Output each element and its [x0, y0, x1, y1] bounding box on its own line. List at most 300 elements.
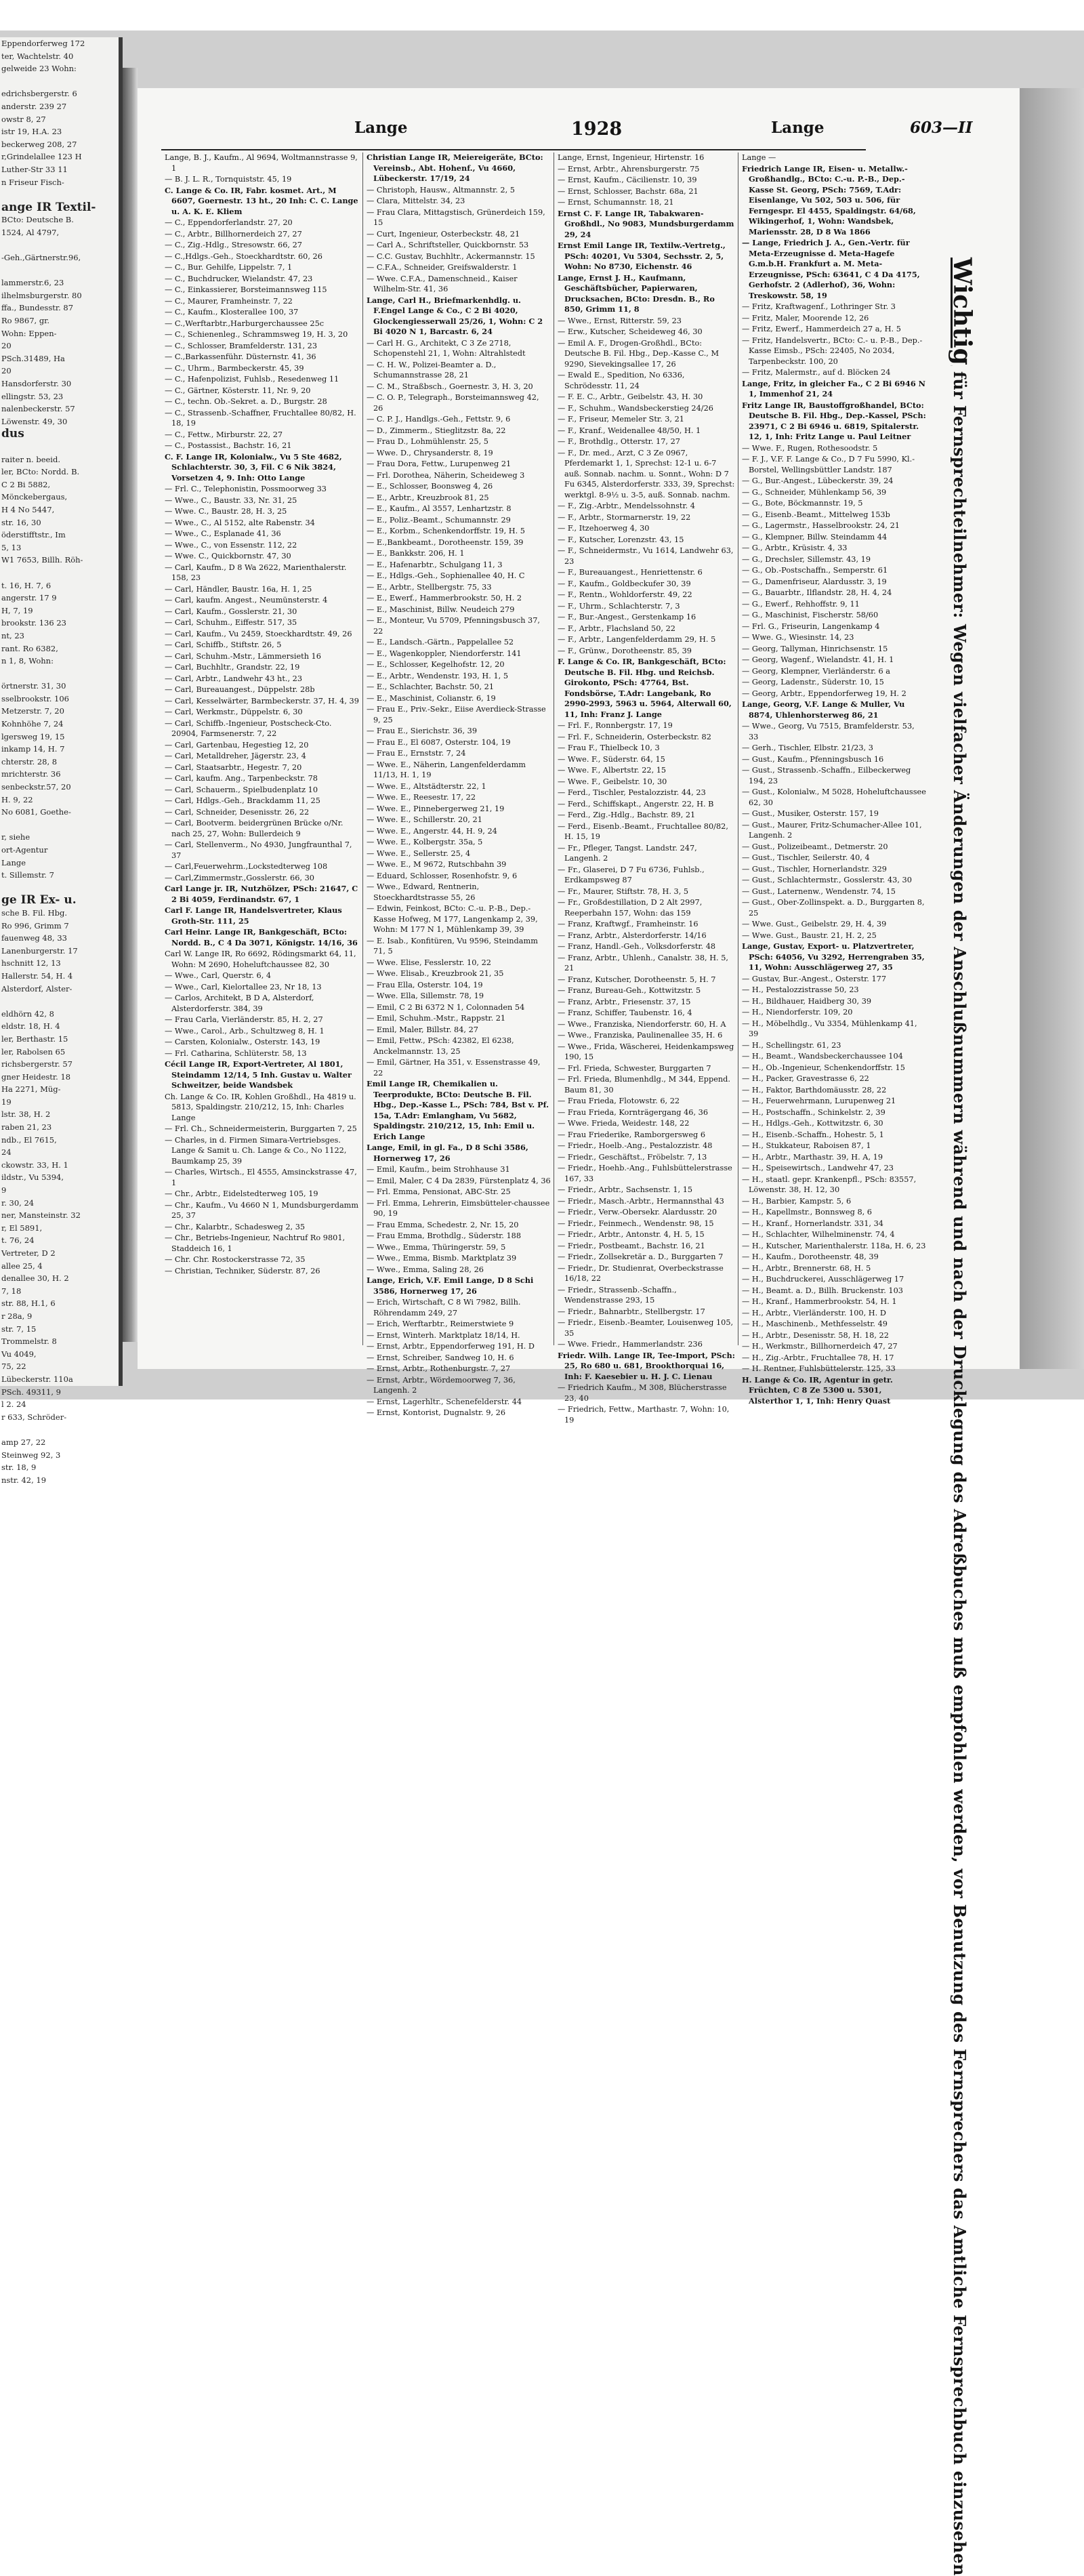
directory-entry: — H., staatl. gepr. Krankenpfl., PSch: 83557, Löwenstr. 38, H. 12, 30	[742, 1174, 917, 1194]
directory-entry: — Franz, Kutscher, Dorotheenstr. 5, H. 7	[558, 975, 716, 984]
left-page-line: dus	[1, 427, 24, 441]
left-page-line: rant. Ro 6382,	[1, 643, 58, 653]
directory-entry: — Christian, Techniker, Süderstr. 87, 26	[165, 1266, 320, 1275]
directory-entry: — F., Bureauangest., Henriettenstr. 6	[558, 568, 703, 577]
directory-entry: — Franz, Kraftwgf., Framheinstr. 16	[558, 920, 699, 928]
directory-entry: — Frl. Catharina, Schlüterstr. 58, 13	[165, 1048, 307, 1058]
left-page-line: hschnitt 12, 13	[1, 958, 61, 968]
left-page-line: r, El 5891,	[1, 1223, 43, 1233]
left-page-line	[0, 75, 119, 88]
left-page-fragment	[0, 37, 123, 1485]
directory-entry: — Wwe. G., Wiesinstr. 14, 23	[742, 633, 854, 642]
directory-entry-firm: Carl Lange jr. IR, Nutzhölzer, PSch: 21647, C 2 Bi 4059, Ferdinandstr. 67, 1	[165, 884, 358, 904]
directory-entry: — Erich, Wirtschaft, C 8 Wi 7982, Billh. Röhrendamm 249, 27	[367, 1298, 521, 1317]
directory-entry: — E., Korbm., Schenkendorffstr. 19, H. 5	[367, 527, 525, 535]
left-page-line: fauenweg 48, 33	[1, 933, 67, 943]
directory-entry: — C., Maurer, Framheinstr. 7, 22	[165, 296, 293, 306]
directory-entry: — Ernst, Arbtr., Wördemoorweg 7, 36, Langenh. 2	[367, 1375, 516, 1395]
directory-entry: — F., Kutscher, Lorenzstr. 43, 15	[558, 535, 684, 544]
directory-entry: — Wwe. F., Süderstr. 64, 15	[558, 754, 665, 764]
left-page-line: t. Sillemstr. 7	[1, 870, 54, 880]
directory-entry: — Carl, Bureauangest., Düppelstr. 28b	[165, 685, 315, 694]
left-page-line: 20	[1, 341, 12, 351]
directory-entry: — C. M., Straßbsch., Goernestr. 3, H. 3, 20	[367, 382, 533, 391]
directory-entry: — Friedr., Dr. Studienrat, Overbeckstrasse 16/18, 22	[558, 1263, 724, 1283]
left-page-line: 19	[1, 1097, 12, 1107]
directory-entry: — Christoph, Hausw., Altmannstr. 2, 5	[367, 185, 515, 195]
directory-entry-firm: Friedrich Lange IR, Eisen- u. Metallw.-Großhandlg., BCto: C.-u. P.-B., Dep.-Kasse St. Georg, PSch: 7569, T.Adr: Eisenlange, Vu 502, 503 u. 506, für Ferngespr. El 4455, Spaldingstr. 64/68, Wikingerhof, 1, Wohn: Wandsbek, Mariensstr. 28, D 8 Wa 1866	[742, 163, 916, 237]
directory-entry: — H., Niendorferstr. 109, 20	[742, 1008, 853, 1017]
directory-entry: — Emil, Gärtner, Ha 351, v. Essenstrasse 49, 22	[367, 1058, 541, 1078]
left-page-line: angerstr. 17 9	[1, 593, 57, 603]
directory-entry: — H., Werkmstr., Billhornerdeich 47, 27	[742, 1342, 898, 1351]
page-number: 603—II	[910, 119, 973, 137]
directory-entry: — F., Grünw., Dorotheenstr. 85, 39	[558, 646, 692, 655]
directory-entry: — Wwe., Carol., Arb., Schultzweg 8, H. 1	[165, 1026, 325, 1036]
directory-entry: — Carl, Schneider, Desenisstr. 26, 22	[165, 807, 310, 817]
left-page-line: 9	[1, 1185, 7, 1195]
left-page-line: H 4 No 5447,	[1, 504, 55, 514]
directory-entry: — Wwe., C., Esplanade 41, 36	[165, 529, 281, 538]
left-page-line: ckowstr. 33, H. 1	[1, 1160, 68, 1170]
left-page-line: ange IR Textil-	[1, 200, 96, 214]
directory-entry: — Georg, Tallyman, Hinrichsenstr. 15	[742, 644, 888, 653]
directory-entry: — Charles, Wirtsch., El 4555, Amsinckstrasse 47, 1	[165, 1168, 357, 1187]
directory-entry: — Frl. Frieda, Schwester, Burggarten 7	[558, 1063, 711, 1073]
left-page-line: Vertreter, D 2	[1, 1248, 56, 1258]
directory-entry-firm: Lange, Erich, V.F. Emil Lange, D 8 Schi 3586, Hornerweg 17, 26	[367, 1275, 534, 1296]
directory-entry: — Carl, Schiffb.-Ingenieur, Postscheck-Cto. 20904, Farmsenerstr. 7, 22	[165, 718, 332, 738]
directory-entry: — H., Möbelhdlg., Vu 3354, Mühlenkamp 41, 39	[742, 1019, 917, 1038]
directory-entry: — Carl A., Schriftsteller, Quickbornstr. 53	[367, 241, 529, 249]
directory-entry: — Curt, Ingenieur, Osterbeckstr. 48, 21	[367, 229, 520, 239]
directory-entry: — Ernst, Kaufm., Cäcilienstr. 10, 39	[558, 176, 697, 184]
left-page-line: richsbergerstr. 57	[1, 1059, 72, 1069]
directory-entry: — F., Brothdlg., Otterstr. 17, 27	[558, 437, 680, 446]
directory-entry: — G., Eisenb.-Beamt., Mittelweg 153b	[742, 510, 890, 519]
directory-entry: — Friedr., Strassenb.-Schaffn., Wendenstrasse 293, 15	[558, 1285, 677, 1305]
directory-entry: — Friedr., Masch.-Arbtr., Hermannsthal 43	[558, 1196, 724, 1206]
directory-entry: — G., Maschinist, Fischerstr. 58/60	[742, 611, 879, 619]
directory-entry: — Frau E., Priv.-Sekr., Eiise Averdieck-Strasse 9, 25	[367, 705, 546, 724]
directory-entry: — Carl, Kaufm., Vu 2459, Stoeckhardtstr. 49, 26	[165, 629, 352, 638]
directory-entry: — Frl. Dorothea, Näherin, Scheideweg 3	[367, 470, 525, 480]
directory-entry: — Charles, in d. Firmen Simara-Vertriebsges. Lange & Samit u. Ch. Lange & Co., No 1122, Baumkamp 25, 39	[165, 1135, 347, 1166]
directory-entry: — Fr., Großdestillation, D 2 Alt 2997, Reeperbahn 157, Wohn: das 159	[558, 898, 703, 918]
directory-entry: — H., Beamt. a. D., Billh. Bruckenstr. 103	[742, 1286, 903, 1295]
directory-entry: — C., Bur. Gehilfe, Lippelstr. 7, 1	[165, 263, 293, 272]
directory-entry: — Friedr., Arbtr., Antonstr. 4, H. 5, 15	[558, 1230, 705, 1239]
left-page-line: beckerweg 208, 27	[1, 139, 77, 149]
directory-entry: — Gerh., Tischler, Elbstr. 21/23, 3	[742, 743, 873, 752]
directory-entry: — Wwe., Franziska, Paulinenallee 35, H. 6	[558, 1031, 723, 1040]
left-page-line: nalenbeckerstr. 57	[1, 404, 75, 414]
directory-entry: — H. Rentner, Fuhlsbüttelerstr. 125, 33	[742, 1364, 896, 1373]
left-page-line: r, siehe	[1, 832, 30, 842]
directory-entry-firm: Friedr. Wilh. Lange IR, Tee-Import, PSch: 25, Ro 680 u. 681, Brookthorquai 16, Inh: F. Kaesebier u. H. J. C. Lienau	[558, 1350, 735, 1381]
directory-entry: — F., Zig.-Arbtr., Mendelssohnstr. 4	[558, 502, 695, 510]
left-page-line: ge IR Ex- u.	[1, 893, 77, 907]
directory-entry: — Frau E., Sierichstr. 36, 39	[367, 727, 478, 735]
directory-entry: — F., Friseur, Memeler Str. 3, 21	[558, 415, 684, 424]
directory-entry: — Chr., Kalarbtr., Schadesweg 2, 35	[165, 1222, 306, 1231]
left-page-line: str. 7, 15	[1, 1324, 37, 1334]
left-page-line: sche B. Fil. Hbg.	[1, 907, 68, 918]
directory-entry: — Friedrich Kaufm., M 308, Blücherstrasse 23, 40	[558, 1383, 727, 1403]
directory-entry: — Carl, Buchhltr., Grandstr. 22, 19	[165, 663, 300, 672]
directory-entry: — E., Kaufm., Al 3557, Lenhartzstr. 8	[367, 504, 512, 513]
directory-entry: — Carl, Metalldreher, Jägerstr. 23, 4	[165, 752, 306, 760]
directory-entry: — C., Strassenb.-Schaffner, Fruchtallee 80/82, H. 18, 19	[165, 408, 356, 428]
directory-entry: — C. H. W., Polizei-Beamter a. D., Schumannstrasse 28, 21	[367, 360, 497, 380]
directory-page	[138, 88, 1020, 2576]
directory-entry: — G., Drechsler, Sillemstr. 43, 19	[742, 554, 871, 564]
directory-entry: — G., Damenfriseur, Alardusstr. 3, 19	[742, 577, 887, 586]
directory-entry: — Wwe., C., Baustr. 33, Nr. 31, 25	[165, 495, 297, 505]
directory-entry: — Carl H. G., Architekt, C 3 Ze 2718, Schopenstehl 21, 1, Wohn: Altrahlstedt	[367, 338, 526, 358]
directory-entry: — H., Arbtr., Desenisstr. 58, H. 18, 22	[742, 1330, 889, 1340]
directory-entry: — Friedr., Zollsekretär a. D., Burggarten 7	[558, 1252, 724, 1261]
left-page-line: C 2 Bi 5882,	[1, 479, 51, 489]
left-page-line: n Friseur Fisch-	[1, 177, 64, 187]
column-3	[558, 152, 735, 1425]
directory-entry: — E., Hafenarbtr., Schulgang 11, 3	[367, 560, 503, 569]
directory-entry: — Fritz, Kraftwagenf., Lothringer Str. 3	[742, 302, 896, 311]
directory-entry: — Friedr., Geschäftst., Fröbelstr. 7, 13	[558, 1152, 707, 1162]
directory-entry: — G., Arbtr., Krüsistr. 4, 33	[742, 544, 848, 552]
directory-entry: — C.C. Gustav, Buchhltr., Ackermannstr. 15	[367, 251, 535, 261]
column-2	[367, 152, 551, 1417]
directory-entry: — F., Uhrm., Schlachterstr. 7, 3	[558, 601, 680, 611]
directory-entry: — E., Schlachter, Bachstr. 50, 21	[367, 682, 495, 691]
directory-entry: — Wwe., Emma, Saling 28, 26	[367, 1265, 484, 1274]
left-page-line: raiter n. beeid.	[1, 454, 60, 464]
directory-entry: — Friedr., Verw.-Obersekr. Alardusstr. 20	[558, 1208, 717, 1217]
left-page-line: nstr. 42, 19	[1, 1475, 47, 1485]
directory-entry-firm: Ernst C. F. Lange IR, Tabakwaren-Großhdl., No 9083, Mundsburgerdamm 29, 24	[558, 208, 734, 239]
directory-entry: — Wwe., Emma, Bismb. Marktplatz 39	[367, 1254, 517, 1263]
directory-entry: — C., Schienenleg., Schrammsweg 19, H. 3, 20	[165, 330, 348, 339]
directory-entry-firm: Emil Lange IR, Chemikalien u. Teerprodukte, BCto: Deutsche B. Fil. Hbg., Dep.-Kasse L., PSch: 784, Bst v. Pf. 15a, T.Adr: Emlangham, Vu 5682, Spaldingstr. 210/212, 15, Inh: Emil u. Erich Lange	[367, 1079, 549, 1141]
left-page-line: raben 21, 23	[1, 1122, 52, 1132]
directory-entry: — Chr. Chr. Rostockerstrasse 72, 35	[165, 1255, 306, 1264]
directory-entry: — Emil, Maler, C 4 Da 2839, Fürstenplatz 4, 36	[367, 1176, 551, 1185]
directory-entry: — H., Pestalozzistrasse 50, 23	[742, 985, 859, 994]
directory-entry: — H., Ob.-Ingenieur, Schenkendorffstr. 15	[742, 1063, 905, 1072]
left-page-line: r 28a, 9	[1, 1311, 33, 1321]
left-page-line: ler, Rabolsen 65	[1, 1046, 66, 1057]
directory-entry: — F., Arbtr., Flachsland 50, 22	[558, 623, 675, 633]
left-page-line: -Geh.,Gärtnerstr.96,	[1, 253, 81, 263]
directory-entry: — Frl. Emma, Lehrerin, Eimsbütteler-chaussee 90, 19	[367, 1198, 550, 1218]
left-page-line: lammerstr.6, 23	[1, 278, 64, 288]
left-page-line: gner Heidestr. 18	[1, 1071, 71, 1082]
directory-entry: — Frau Frieda, Kornträgergang 46, 36	[558, 1107, 709, 1117]
directory-entry: — Ernst, Winterh. Marktplatz 18/14, H.	[367, 1330, 520, 1340]
directory-entry: — Frau Dora, Fettw., Lurupenweg 21	[367, 459, 512, 468]
left-page-line	[0, 668, 119, 680]
directory-entry: — Wwe. C.F.A., Damenschneid., Kaiser Wilhelm-Str. 41, 36	[367, 274, 518, 293]
directory-entry: — C., Buchdrucker, Wielandstr. 47, 23	[165, 274, 313, 283]
directory-entry-firm: Ernst Emil Lange IR, Textilw.-Vertretg., PSch: 40201, Vu 5304, Sechsstr. 2, 5, Wohn: No 8730, Eichenstr. 46	[558, 241, 726, 271]
directory-entry: — E., Landsch.-Gärtn., Pappelallee 52	[367, 638, 514, 647]
directory-entry-firm: — Lange, Friedrich J. A., Gen.-Vertr. für Meta-Erzeugnisse d. Meta-Hagefe G.m.b.H. Frankfurt a. M. Meta-Erzeugnisse, PSch: 63641, C 4 Da 4175, Gerhofstr. 2 (Adlerhof), 36, Wohn: Treskowstr. 58, 19	[742, 238, 920, 300]
left-page-line	[0, 995, 119, 1008]
header-year: 1928	[571, 119, 623, 140]
left-page-line: ler, BCto: Nordd. B.	[1, 467, 80, 477]
directory-entry: — Wwe. E., Kolbergstr. 35a, 5	[367, 838, 483, 846]
directory-entry: — E., Schlosser, Kegelhofstr. 12, 20	[367, 660, 505, 669]
directory-entry: — Ernst, Arbtr., Rothenburgstr. 7, 27	[367, 1364, 511, 1373]
left-page-line: BCto: Deutsche B.	[1, 215, 74, 225]
header-right-keyword: Lange	[771, 119, 825, 137]
directory-entry: — C., Postassist., Bachstr. 16, 21	[165, 441, 292, 450]
directory-entry: — Wwe. F., Geibelstr. 10, 30	[558, 777, 667, 786]
left-page-line: t. 76, 24	[1, 1235, 35, 1246]
directory-entry: — Erw., Kutscher, Scheideweg 46, 30	[558, 327, 703, 336]
directory-entry: — Franz, Arbtr., Alsterdorferstr. 14/16	[558, 931, 707, 940]
left-page-line: ffa., Bundesstr. 87	[1, 303, 74, 313]
directory-entry: — Friedr., Bahnarbtr., Stellbergstr. 17	[558, 1307, 705, 1316]
directory-entry: — F., Schneidermstr., Vu 1614, Landwehr 63, 23	[558, 546, 734, 566]
directory-entry: — Frl. F., Schneiderin, Osterbeckstr. 82	[558, 732, 711, 741]
directory-entry: — E., Arbtr., Stellbergstr. 75, 33	[367, 582, 492, 592]
directory-entry: — F. E. C., Arbtr., Geibelstr. 43, H. 30	[558, 392, 703, 401]
left-page-line	[0, 264, 119, 277]
directory-entry: — H., Packer, Gravestrasse 6, 22	[742, 1074, 869, 1083]
directory-entry: — Frau F., Thielbeck 10, 3	[558, 743, 660, 752]
directory-entry-firm: Lange, Georg, V.F. Lange & Muller, Vu 8874, Uhlenhorsterweg 86, 21	[742, 699, 905, 720]
directory-entry: — E., Arbtr., Kreuzbrook 81, 25	[367, 493, 489, 502]
directory-entry: — Carl, Schauerm., Spielbudenplatz 10	[165, 785, 318, 794]
directory-entry: — Ewald E., Spedition, No 6336, Schrödesstr. 11, 24	[558, 371, 685, 390]
left-page-line: ildstr., Vu 5394,	[1, 1172, 64, 1183]
column-divider	[362, 152, 363, 1345]
directory-entry-firm: H. Lange & Co. IR, Agentur in getr. Früchten, C 8 Ze 5300 u. 5301, Alsterthor 1, 1, Inh: Henry Quast	[742, 1374, 893, 1406]
directory-entry-firm: Lange, Ernst J. H., Kaufmann, Geschäftsbücher, Papierwaren, Drucksachen, BCto: Dresdn. B., Ro 850, Grimm 11, 8	[558, 272, 715, 314]
directory-entry-firm: F. Lange & Co. IR, Bankgeschäft, BCto: Deutsche B. Fil. Hbg. und Reichsb. Girokonto, PSch: 47764, Bst. Fondsbörse, T.Adr: Langebank, Ro 2990-2993, 5963 u. 5964, Alterwall 60, 11, Inh: Franz J. Lange	[558, 657, 732, 719]
directory-entry: — Gustav, Bur.-Angest., Osterstr. 177	[742, 974, 887, 983]
directory-entry: — E., Maschinist, Billw. Neudeich 279	[367, 605, 515, 614]
directory-entry: — B. J. L. R., Tornquiststr. 45, 19	[165, 175, 292, 184]
directory-entry: — Gust., Maurer, Fritz-Schumacher-Allee 101, Langenh. 2	[742, 820, 922, 840]
directory-entry: — E., Ewerf., Hammerbrookstr. 50, H. 2	[367, 594, 522, 602]
directory-entry: — C., Eppendorferlandstr. 27, 20	[165, 218, 293, 227]
directory-entry: — F., Rentn., Wohldorferstr. 49, 22	[558, 590, 692, 599]
directory-entry: — Wwe. Elise, Fesslerstr. 10, 22	[367, 958, 491, 967]
directory-entry: — E. Isab., Konfitüren, Vu 9596, Steindamm 71, 5	[367, 936, 538, 956]
directory-entry: — Friedr., Feinmech., Wendenstr. 98, 15	[558, 1219, 714, 1228]
directory-entry: — Wwe., Edward, Rentnerin, Stoeckhardtstrasse 55, 26	[367, 882, 480, 902]
directory-entry: — Frl. F., Ronnbergstr. 17, 19	[558, 721, 673, 730]
directory-entry: — G., Klempner, Billw. Steindamm 44	[742, 532, 888, 541]
directory-entry-firm: Cécil Lange IR, Export-Vertreter, Al 1801, Steindamm 12/14, 5 Inh. Gustav u. Walter Schweitzer, beide Wandsbek	[165, 1059, 352, 1090]
directory-entry: — C., Zig.-Hdlg., Stresowstr. 66, 27	[165, 241, 302, 249]
directory-entry: — Carsten, Kolonialw., Osterstr. 143, 19	[165, 1038, 320, 1046]
directory-entry: — C., Einkassierer, Borsteimannsweg 115	[165, 285, 327, 294]
directory-entry: — Frl. C., Telephonistin, Possmoorweg 33	[165, 485, 327, 493]
left-page-line: ter, Wachtelstr. 40	[1, 51, 74, 61]
directory-entry: — Gust., Ober-Zollinspekt. a. D., Burggarten 8, 25	[742, 898, 925, 918]
directory-entry: Carl W. Lange IR, Ro 6692, Rödingsmarkt 64, 11, Wohn: M 2690, Hoheluftchaussee 82, 30	[165, 949, 356, 969]
directory-entry: — Emil, Maler, Billstr. 84, 27	[367, 1025, 478, 1034]
directory-entry: — C. O. P., Telegraph., Borsteimannsweg 42, 26	[367, 393, 539, 413]
directory-entry: — H., Postschaffn., Schinkelstr. 2, 39	[742, 1107, 885, 1117]
directory-entry: — F., Dr. med., Arzt, C 3 Ze 0967, Pferdemarkt 1, 1, Sprechst: 12-1 u. 6-7 auß. Sonnab. nachm. u. Sonnt., Wohn: D 7 Fu 6345, Alsterdorferstr. 333, 39, Sprechst: werktgl. 8-9½ u. 3-5, auß. Sonnab. nachm.	[558, 448, 735, 499]
directory-entry: — E., Schlosser, Boonsweg 4, 26	[367, 482, 493, 491]
left-page-line: chterstr. 28, 8	[1, 756, 58, 766]
directory-entry: — Carl, Hdlgs.-Geh., Brackdamm 11, 25	[165, 796, 320, 805]
left-page-line	[0, 441, 119, 453]
directory-entry: — Wwe. E., Altstädterstr. 22, 1	[367, 781, 486, 791]
directory-entry: — Georg, Wagenf., Wielandstr. 41, H. 1	[742, 655, 894, 664]
directory-entry: — Franz, Arbtr., Uhlenh., Canalstr. 38, H. 5, 21	[558, 953, 729, 973]
directory-entry: — Carl, Bootverm. beidergrünen Brücke o/Nr. nach 25, 27, Wohn: Bullerdeich 9	[165, 819, 343, 838]
directory-entry: — Fr., Pfleger, Tangst. Landstr. 247, Langenh. 2	[558, 843, 697, 863]
left-page-line: Ro 9867, gr.	[1, 316, 50, 326]
directory-entry: — E., Poliz.-Beamt., Schumannstr. 29	[367, 515, 511, 525]
left-page-line: Mönckebergaus,	[1, 492, 68, 502]
column-4	[742, 152, 926, 1406]
directory-entry: — C., Fettw., Mirburstr. 22, 27	[165, 430, 283, 439]
left-page-line: r 633, Schröder-	[1, 1412, 67, 1422]
left-page-line: t. 16, H. 7, 6	[1, 580, 51, 590]
directory-entry: — F. J., V.F. F. Lange & Co., D 7 Fu 5990, Kl.-Borstel, Wellingsbüttler Landstr. 187	[742, 455, 915, 474]
directory-entry: — Frl. Frieda, Blumenhdlg., M 344, Eppend. Baum 81, 30	[558, 1075, 730, 1095]
left-page-line: Trommelstr. 8	[1, 1336, 57, 1347]
directory-entry: — Wwe., Franziska, Niendorferstr. 60, H. A	[558, 1019, 726, 1029]
left-page-line	[0, 188, 119, 201]
directory-entry: — Wwe., Carl, Kielortallee 23, Nr 18, 13	[165, 982, 322, 991]
directory-entry: — C., Hafenpolizist, Fuhlsb., Resedenweg 11	[165, 375, 339, 384]
left-page-line: PSch. 49311, 9	[1, 1387, 61, 1397]
left-page-line: ilhelmsburgerstr. 80	[1, 290, 82, 300]
directory-entry: — Eduard, Schlosser, Rosenhofstr. 9, 6	[367, 871, 518, 880]
directory-entry: — Wwe. E., Angerstr. 44, H. 9, 24	[367, 826, 497, 836]
left-page-line: lgersweg 19, 15	[1, 731, 65, 741]
directory-entry: — Wwe. E., Pinnebergerweg 21, 19	[367, 804, 505, 813]
left-page-line: Steinweg 92, 3	[1, 1450, 61, 1460]
directory-entry: — Wwe. C., Baustr. 28, H. 3, 25	[165, 507, 287, 516]
left-page-line: gelweide 23 Wohn:	[1, 64, 77, 74]
directory-entry: — H., Kaufm., Dorotheenstr. 48, 39	[742, 1252, 879, 1261]
directory-entry: — H., Speisewirtsch., Landwehr 47, 23	[742, 1164, 894, 1172]
directory-entry: — C.,Werftarbtr.,Harburgerchaussee 25c	[165, 319, 325, 328]
left-page-line: ndb., El 7615,	[1, 1134, 57, 1145]
left-page-line: allee 25, 4	[1, 1261, 43, 1271]
directory-entry-firm: Lange, Fritz, in gleicher Fa., C 2 Bi 6946 N 1, Immenhof 21, 24	[742, 378, 925, 398]
directory-entry: — Carl, Werkmstr., Düppelstr. 6, 30	[165, 708, 303, 716]
directory-entry: — G., Bur.-Angest., Lübeckerstr. 39, 24	[742, 476, 894, 485]
left-page-line: 7, 18	[1, 1286, 22, 1296]
directory-entry: — F., Kranf., Weidenallee 48/50, H. 1	[558, 426, 701, 435]
directory-entry: — Frau E., Ernststr. 7, 24	[367, 749, 466, 758]
directory-entry: — Frau Emma, Brothdlg., Süderstr. 188	[367, 1231, 522, 1240]
left-page-line: eldstr. 18, H. 4	[1, 1021, 60, 1031]
directory-entry: — Emil, Schuhm.-Mstr., Rappstr. 21	[367, 1014, 506, 1023]
directory-entry: — H., Maschinenb., Methfesselstr. 49	[742, 1320, 888, 1328]
directory-entry: — Ernst, Schumannstr. 18, 21	[558, 198, 674, 207]
left-page-line	[0, 819, 119, 832]
directory-entry-firm: Lange, Carl H., Briefmarkenhdlg. u. F.Engel Lange & Co., C 2 Bi 4020, Glockengiesserwall 25/26, 1, Wohn: C 2 Bi 4020 N 1, Barcastr. 6, 24	[367, 295, 543, 336]
directory-entry: — Frau Clara, Mittagstisch, Grünerdeich 159, 15	[367, 207, 545, 227]
left-page-line: lstr. 38, H. 2	[1, 1109, 51, 1120]
directory-entry: — Ernst, Schreiber, Sandweg 10, H. 6	[367, 1353, 514, 1362]
directory-entry: — F., Arbtr., Langenfelderdamm 29, H. 5	[558, 635, 716, 644]
directory-entry: — H., Stukkateur, Raboisen 87, 1	[742, 1141, 871, 1150]
directory-entry: — Gust., Kaufm., Pfenningsbusch 16	[742, 754, 884, 764]
directory-entry: — E., Maschinist, Colianstr. 6, 19	[367, 693, 496, 703]
directory-entry: — C., techn. Ob.-Sekret. a. D., Burgstr. 28	[165, 397, 327, 406]
directory-entry: — Carl, Kaufm., D 8 Wa 2622, Marienthalerstr. 158, 23	[165, 563, 347, 582]
directory-entry: — Wwe. E., Näherin, Langenfelderdamm 11/13, H. 1, 19	[367, 760, 526, 779]
directory-entry: — Fritz, Ewerf., Hammerdeich 27 a, H. 5	[742, 325, 901, 333]
header-left-keyword: Lange	[354, 119, 408, 137]
left-page-line: Ro 996, Grimm 7	[1, 920, 69, 931]
directory-entry: — Carl, Schiffb., Stiftstr. 26, 5	[165, 640, 282, 649]
directory-entry: — Wwe. Ella, Sillemstr. 78, 19	[367, 991, 484, 1000]
left-page-line: Vu 4049,	[1, 1349, 37, 1359]
directory-entry: — Carl, kaufm. Angest., Neumünsterstr. 4	[165, 596, 328, 605]
directory-entry: — Ernst, Arbtr., Eppendorferweg 191, H. D	[367, 1342, 535, 1351]
directory-entry: — Friedr., Postbeamt., Bachstr. 16, 21	[558, 1241, 705, 1250]
left-page-line	[0, 567, 119, 579]
directory-entry: — Wwe., Frida, Wäscherei, Heidenkampsweg 190, 15	[558, 1042, 734, 1061]
directory-entry: — Ernst, Arbtr., Ahrensburgerstr. 75	[558, 164, 700, 173]
directory-entry: — H., Schellingstr. 61, 23	[742, 1040, 841, 1050]
directory-entry: — H., Feuerwehrmann, Lurupenweg 21	[742, 1097, 896, 1105]
left-page-line: ler, Berthastr. 15	[1, 1034, 68, 1044]
directory-entry: — Emil, C 2 Bi 6372 N 1, Colonnaden 54	[367, 1002, 525, 1012]
directory-entry: — H., Kranf., Hammerbrookstr. 54, H. 1	[742, 1297, 897, 1306]
directory-entry: — Carl, Schuhm., Eiffestr. 517, 35	[165, 618, 297, 627]
left-page-line: Hallerstr. 54, H. 4	[1, 970, 73, 981]
left-page-line: ellingstr. 53, 23	[1, 391, 64, 401]
directory-entry: — Frau Ella, Osterstr. 104, 19	[367, 980, 483, 989]
left-page-line: Alsterdorf, Alster-	[1, 983, 72, 994]
directory-entry: — Carl, Schuhm.-Mstr., Lämmersieth 16	[165, 651, 321, 661]
directory-entry: — Ferd., Eisenb.-Beamt., Fruchtallee 80/82, H. 15, 19	[558, 821, 728, 841]
book-gutter	[123, 68, 138, 1342]
left-page-line: Hansdorferstr. 30	[1, 379, 72, 389]
left-page-line: denallee 30, H. 2	[1, 1273, 69, 1284]
left-page-line: ner, Mansteinstr. 32	[1, 1210, 81, 1221]
directory-entry: — Frau D., Lohmühlenstr. 25, 5	[367, 437, 488, 446]
left-page-line: örtnerstr. 31, 30	[1, 681, 66, 691]
directory-entry: — Wwe. C., Quickbornstr. 47, 30	[165, 552, 291, 560]
directory-entry: — Wwe. E., Sellerstr. 25, 4	[367, 849, 471, 858]
left-page-line: l 2. 24	[1, 1399, 26, 1410]
directory-entry: — Frau Carla, Vierländerstr. 85, H. 2, 27	[165, 1015, 323, 1024]
directory-entry: — Georg, Arbtr., Eppendorferweg 19, H. 2	[742, 689, 906, 698]
directory-entry: — H., Bildhauer, Haidberg 30, 39	[742, 996, 872, 1006]
left-page-line: r. 30, 24	[1, 1198, 35, 1208]
directory-entry: — Gust., Schlachtermstr., Gosslerstr. 43, 30	[742, 876, 912, 884]
directory-entry: — Carl, Stellenverm., No 4930, Jungfraunthal 7, 37	[165, 840, 352, 860]
directory-entry: — Wwe. Gust., Baustr. 21, H. 2, 25	[742, 931, 877, 940]
directory-entry: — H., Eisenb.-Schaffn., Hohestr. 5, 1	[742, 1130, 884, 1139]
directory-entry: — Chr., Kaufm., Vu 4660 N 1, Mundsburgerdamm 25, 37	[165, 1200, 359, 1220]
directory-entry: Lange, Ernst, Ingenieur, Hirtenstr. 16	[558, 153, 705, 162]
directory-entry: — H., Kranf., Hornerlandstr. 331, 34	[742, 1219, 883, 1228]
left-page-line: H, 7, 19	[1, 605, 33, 615]
directory-entry: — H., Arbtr., Brennerstr. 68, H. 5	[742, 1263, 871, 1273]
left-page-line: Ha 2271, Müg-	[1, 1084, 61, 1095]
directory-entry: — H., Hdlgs.-Geh., Kottwitzstr. 6, 30	[742, 1119, 883, 1128]
directory-entry: — Carl, Kaufm., Gosslerstr. 21, 30	[165, 607, 297, 616]
left-page-line: 5, 13	[1, 542, 22, 552]
directory-entry: — C.,Hdlgs.-Geh., Stoeckhardtstr. 60, 26	[165, 251, 322, 261]
